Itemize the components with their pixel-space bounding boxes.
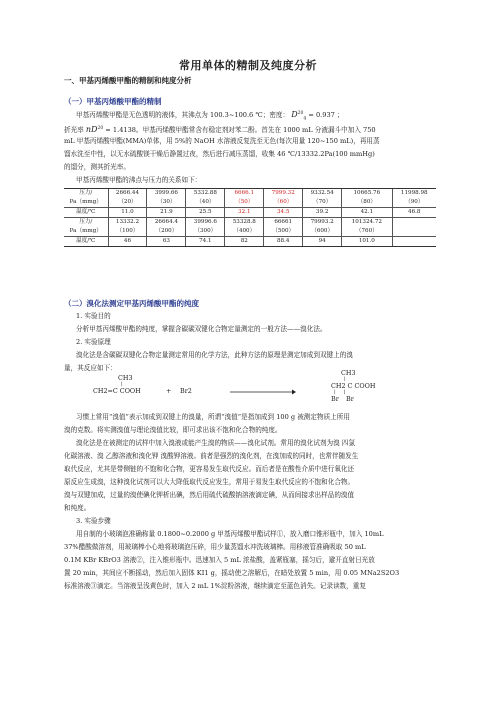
table-cell: 74.1 [186,237,225,247]
table-cell-highlight: 34.5 [264,208,303,218]
table-cell: 79993.2 [303,218,342,228]
table-cell: （400） [225,227,264,237]
table-cell: （40） [186,198,225,208]
step-heading-principle: 2. 实验原理 [76,338,111,346]
bromine-formula: Br2 [180,387,192,395]
bond-line: | | [334,389,346,395]
step-heading-procedure: 3. 实验步骤 [76,517,111,525]
table-cell: （70） [303,198,342,208]
table-cell: 21.9 [147,208,186,218]
table-cell: 11.0 [108,208,147,218]
table-cell-highlight: 6666.1 [225,189,264,199]
density-symbol: D [291,110,298,120]
step-heading-purpose: 1. 实验目的 [76,312,111,320]
table-cell: 26664.4 [147,218,186,228]
principle-line2: 量，其反应如下： [64,364,117,372]
method-line2: 化碳溶液、溴 乙醇溶液和溴化钾 溴酸钾溶液。前者是强烈的溴化剂，在溴加成的同时，也常伴随发生 [64,452,359,460]
table-cell [392,227,436,237]
para1-line1: 甲基丙烯酸甲酯是无色透明的液体，其沸点为 100.3~100.6 ℃；密度： $D^{20}_4 = 0.937$ ； [76,110,344,122]
purpose-text: 分析甲基丙烯酸甲酯的纯度，掌握含碳碳双键化合物定量测定的一般方法——溴化法。 [76,325,327,333]
table-cell [392,218,436,228]
table-cell: （300） [186,227,225,237]
bromine-value-line1: 习惯上常用“溴值”表示加成到双键上的溴量，所谓“溴值”是指加成到 100 g 被测定物质上所用 [76,413,350,421]
table-cell: 82 [225,237,264,247]
table-cell: （600） [303,227,342,237]
table-cell [392,237,436,247]
table-row-pressure-1 [64,189,436,199]
table-cell: 13332.2 [108,218,147,228]
reactant-formula: CH2=C COOH [93,387,141,395]
table-cell: 46 [108,237,147,247]
table-row-temperature-1 [64,208,436,218]
para1-line5: 的馏分，测其折光率。 [64,163,130,171]
method-line1: 溴化法是在被测定的试样中加入溴液或能产生溴的物质——溴化试剂。常用的溴化试剂为溴 四氯 [76,439,356,447]
table-cell: Pa（mmg） [69,228,102,234]
table-cell: 温度/℃ [64,208,108,218]
para1-line4: 馏水洗至中性，以无水硫酸镁干燥后静置过夜，然后进行减压蒸馏，收集 46 ℃/13332.2Pa(100 mmHg) [64,150,375,158]
procedure-line4: 置 20 min，其间应不断摇动，然后加入固体 KI1 g，摇动使之溶解后，在暗处放置 5 min，用 0.05 MNa2S2O3 [64,569,400,577]
procedure-line2: 37%醋酸做溶剂，用玻璃棒小心地将玻璃泡压碎，用少量蒸馏水冲洗玻璃棒。用移液管准确吸取 50 mL [64,543,366,551]
table-cell: 88.4 [264,237,303,247]
table-cell: 温度/℃ [64,237,108,247]
table-cell: 66661 [264,218,303,228]
table-cell: 46.8 [392,208,436,218]
table-cell: 10665.76 [342,189,392,199]
table-cell-highlight: （50） [225,198,264,208]
table-cell: 2666.44 [108,189,147,199]
principle-line1: 溴化法是含碳碳双键化合物定量测定常用的化学方法，此种方法的原理是测定加成到双键上的溴 [76,351,353,359]
table-cell: 9332.54 [303,189,342,199]
product-formula: CH2 C COOH [331,382,376,390]
table-cell-highlight: （60） [264,198,303,208]
table-cell: （500） [264,227,303,237]
table-cell: 5332.88 [186,189,225,199]
method-line4: 原反应生成溴，这种溴化试剂可以大大降低取代反应发生，常用于易发生取代反应的不饱和化合物。 [64,478,355,486]
table-cell: 11998.98 [392,189,436,199]
procedure-line3: 0.1M KBr KBrO3 溶液②，注入锥形瓶中。迅速加入 5 mL 浓盐酸，盖紧瓶塞，摇匀后，避开直射日光放 [64,556,375,564]
section-heading-1: 一、甲基丙烯酸甲酯的精制和纯度分析 [64,76,192,85]
table-cell: （90） [392,198,436,208]
table-row-pressure-2-mmhg [64,227,436,237]
plus-sign: + [166,387,172,395]
product-methyl: CH3 [341,369,356,377]
boiling-point-table [64,188,436,247]
table-cell: 101.0 [342,237,392,247]
method-line6: 和纯度。 [64,504,91,512]
method-line3: 取代反应，尤其是带侧链的不饱和化合物，更容易发生取代反应。而后者是在酸性介质中进行氧化还 [64,465,355,473]
method-line5: 溴与双键加成，过量的溴使碘化钾析出碘，然后用硫代硫酸钠溶液滴定碘，从而间接求出样品的溴值 [64,491,355,499]
table-row-temperature-2 [64,237,436,247]
para1-line6: 甲基丙烯酸甲酯的沸点与压力的关系如下： [76,176,202,184]
subsection-heading-refining: （一）甲基丙烯酸甲酯的精制 [64,97,162,106]
table-cell: 压力/ [64,218,108,228]
table-cell: 63 [147,237,186,247]
table-cell: 压力/ [64,189,108,199]
table-cell: （100） [108,227,147,237]
reaction-arrow-icon [230,389,296,395]
procedure-line5: 标准溶液③滴定。当溶液呈浅黄色时，加入 2 mL 1%淀粉溶液，继续滴定至蓝色消失。记录读数，重复 [64,582,366,590]
table-cell: 3999.66 [147,189,186,199]
table-cell: 94 [303,237,342,247]
table-cell: （80） [342,198,392,208]
table-cell: 25.5 [186,208,225,218]
table-cell-highlight: 32.1 [225,208,264,218]
product-bromine-1: Br [331,395,339,403]
table-row-pressure-1-mmhg [64,198,436,208]
table-cell: 39.2 [303,208,342,218]
table-cell: 42.1 [342,208,392,218]
product-bromine-2: Br [346,395,354,403]
table-cell: 101324.72 [342,218,392,228]
table-cell: 39996.6 [186,218,225,228]
subsection-heading-bromination: （二）溴化法测定甲基丙烯酸甲酯的纯度 [64,299,199,308]
table-cell-highlight: 7999.32 [264,189,303,199]
table-cell: （760） [342,227,392,237]
table-cell: 53328.8 [225,218,264,228]
table-row-pressure-2 [64,218,436,228]
bond-line: | [344,376,346,382]
bromine-value-line2: 溴的克数。将实测溴值与理论溴值比较，即可求出该不饱和化合物的纯度。 [64,426,282,434]
procedure-line1: 用自制的小玻璃泡准确称量 0.1800~0.2000 g 甲基丙烯酸甲酯试样①，放入磨口锥形瓶中，加入 10mL [76,530,384,538]
table-cell: （20） [108,198,147,208]
table-cell: Pa（mmg） [69,199,102,205]
para1-line3: mL 甲基丙烯酸甲酯(MMA)单体，用 5%的 NaOH 水溶液反复洗至无色(每次用量 120~150 mL)，再用蒸 [64,137,380,145]
page-title: 常用单体的精制及纯度分析 [179,59,317,72]
bond-line: | [121,381,123,387]
refractive-index-symbol: nD [85,125,98,135]
table-cell: （200） [147,227,186,237]
reactant-methyl: CH3 [118,374,133,382]
table-cell: （30） [147,198,186,208]
para1-line2: 折光率 $nD^{20} = 1.4138$。甲基丙烯酸甲酯常含有稳定剂对苯二酚。首先在 1000 mL 分液漏斗中加入 750 [64,125,376,135]
